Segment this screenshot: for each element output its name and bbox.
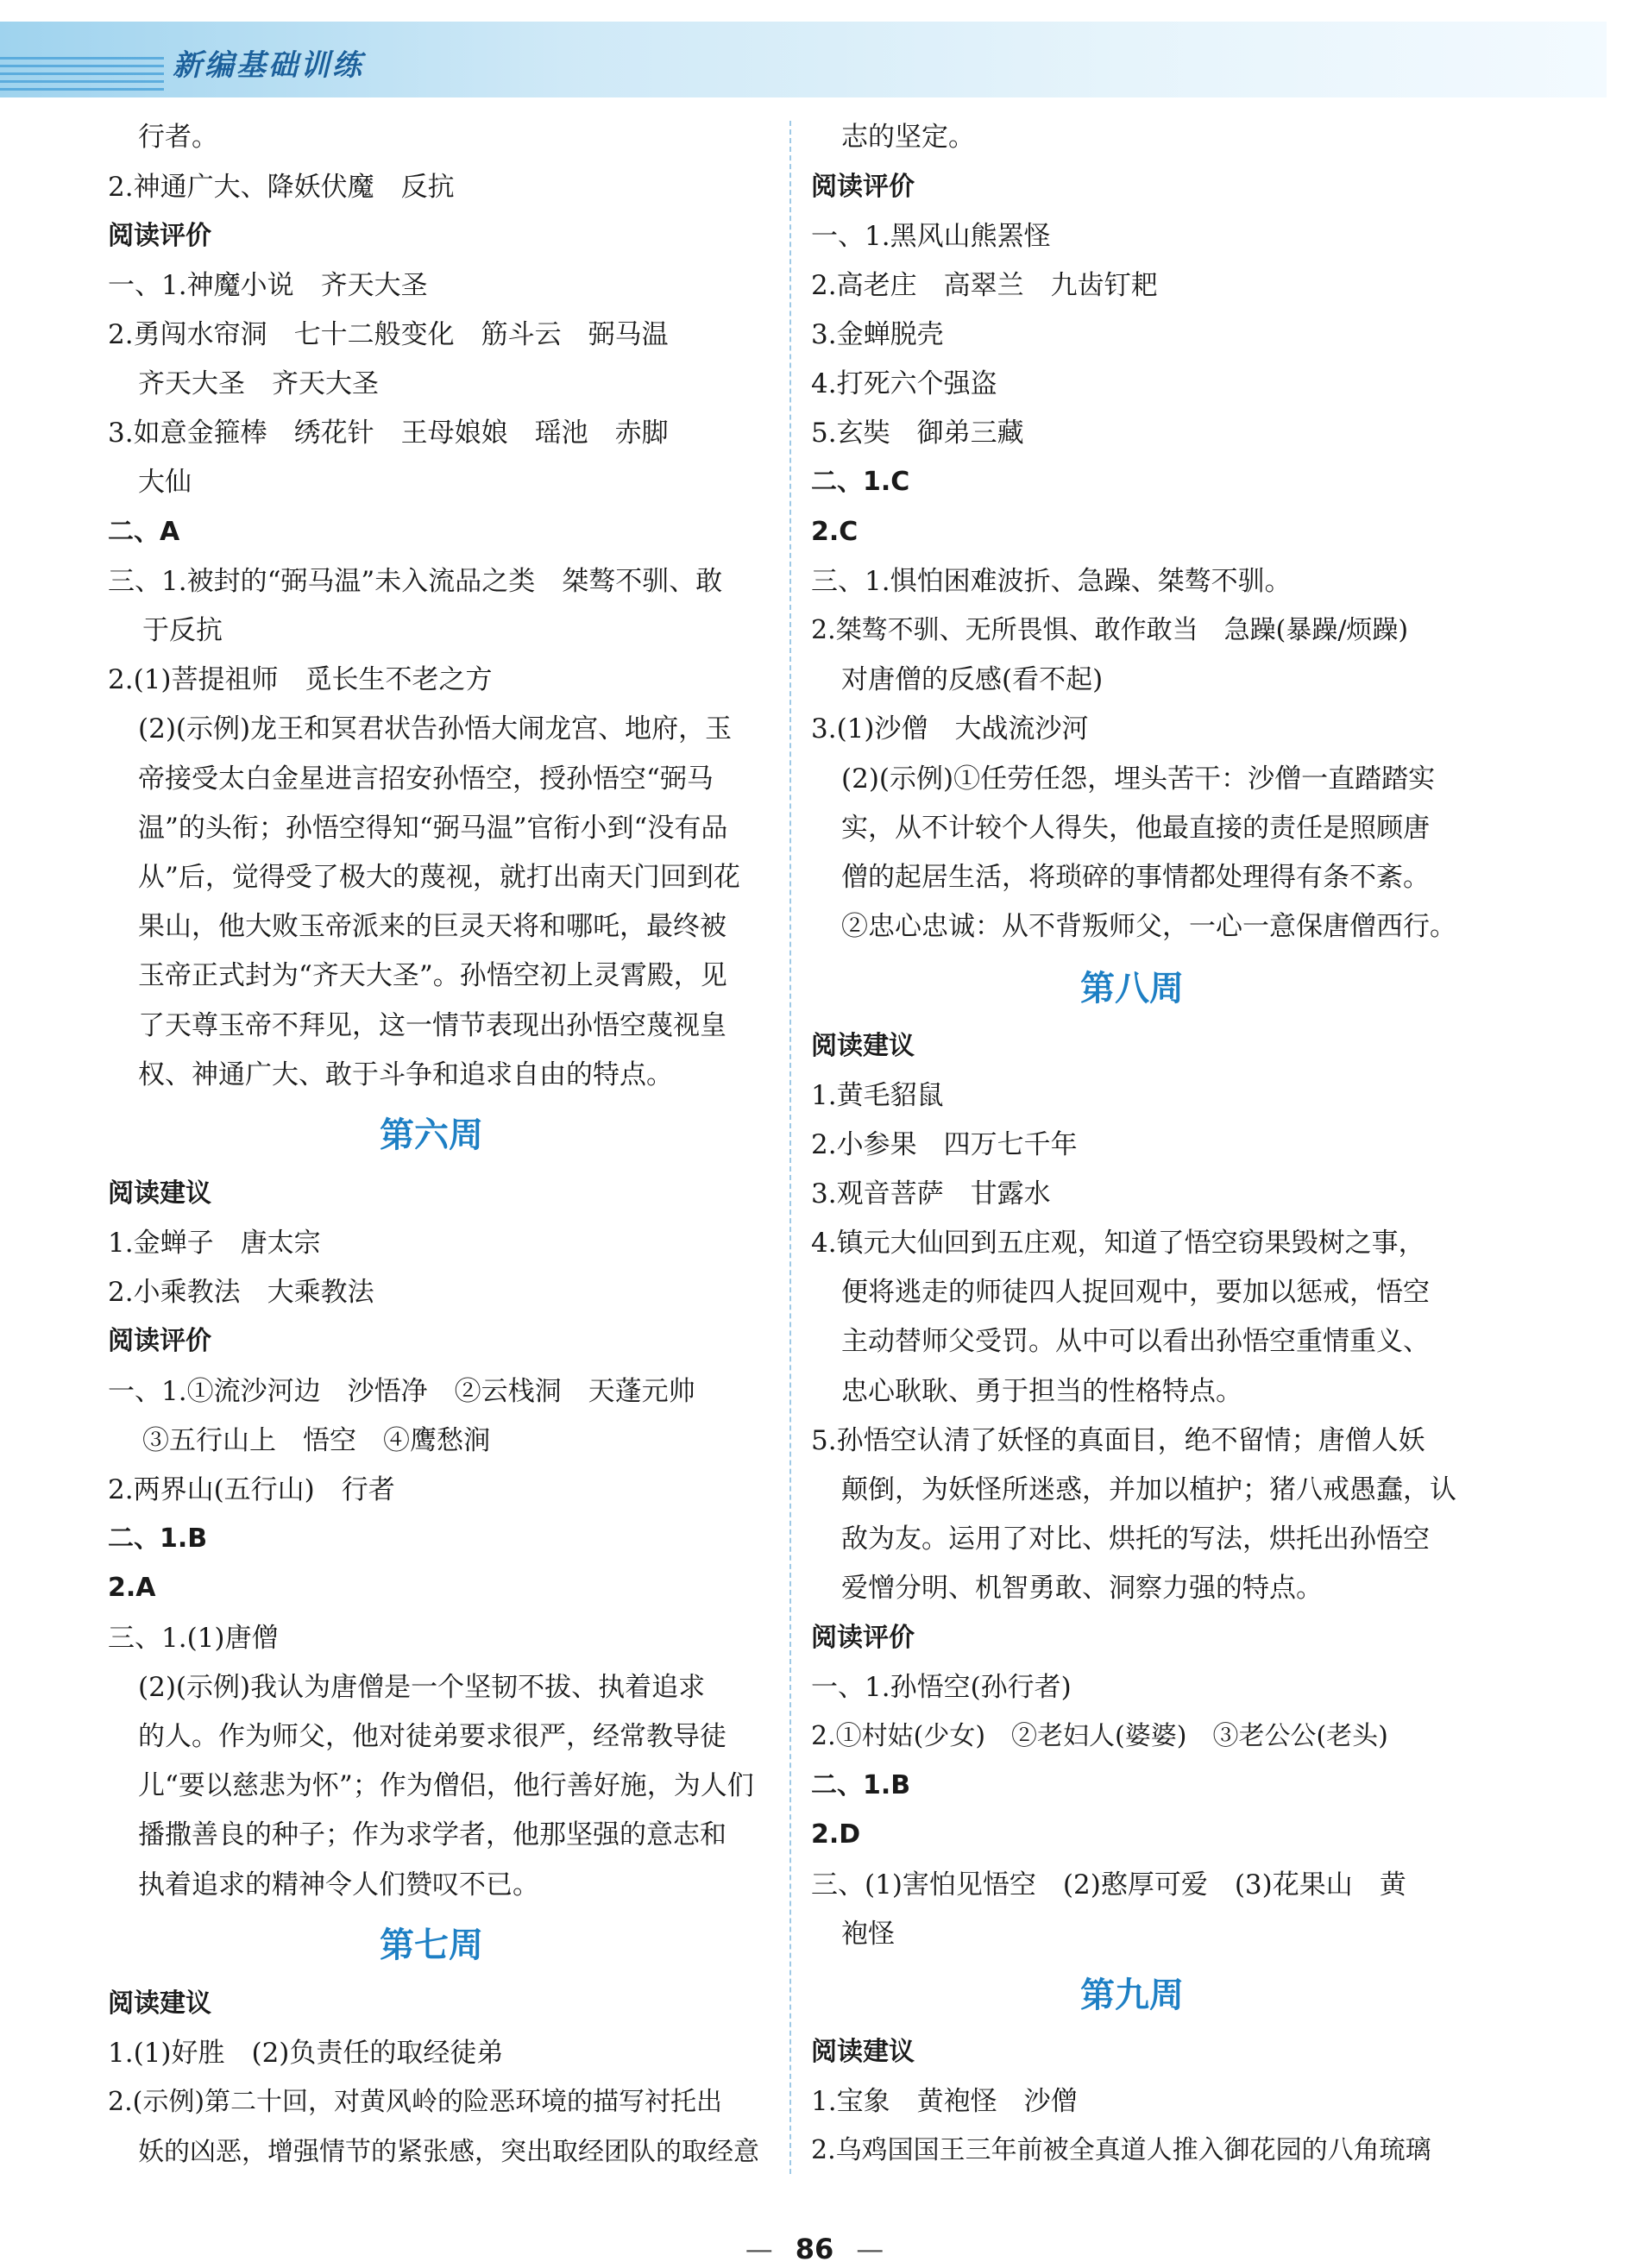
answer-line: 1.金蝉子 唐太宗	[108, 1228, 321, 1259]
answer-line: 袍怪	[841, 1919, 895, 1950]
footer-dash: —	[856, 2233, 884, 2265]
answer-line: 权、神通广大、敢于斗争和追求自由的特点。	[138, 1059, 673, 1090]
answer-line: 2.桀骜不驯、无所畏惧、敢作敢当 急躁(暴躁/烦躁)	[811, 615, 1409, 645]
answer-line: 忠心耿耿、勇于担当的性格特点。	[841, 1376, 1242, 1407]
answer-line: 主动替师父受罚。从中可以看出孙悟空重情重义、	[841, 1326, 1430, 1357]
answer-line: 对唐僧的反感(看不起)	[841, 664, 1104, 695]
answer-line: 2.C	[811, 517, 859, 547]
answer-line: 二、1.C	[811, 467, 910, 497]
answer-line: 2.D	[811, 1819, 861, 1850]
page-footer	[0, 2233, 1629, 2265]
answer-line: 2.神通广大、降妖伏魔 反抗	[108, 172, 455, 203]
answer-line: 1.宝象 黄袍怪 沙僧	[811, 2086, 1078, 2117]
section-heading: 阅读评价	[108, 1326, 211, 1356]
answer-line: 一、1.神魔小说 齐天大圣	[108, 270, 428, 301]
answer-line: 播撒善良的种子；作为求学者，他那坚强的意志和	[138, 1819, 726, 1850]
answer-line: 2.A	[108, 1573, 156, 1603]
answer-line: 从”后，觉得受了极大的蔑视，就打出南天门回到花	[138, 862, 740, 893]
answer-line: 2.勇闯水帘洞 七十二般变化 筋斗云 弼马温	[108, 319, 669, 350]
answer-line: 1.黄毛貂鼠	[811, 1080, 944, 1111]
week-heading: 第六周	[380, 1115, 483, 1155]
answer-line: 三、1.(1)唐僧	[108, 1623, 279, 1654]
answer-line: 二、1.B	[108, 1524, 208, 1554]
answer-line: 果山，他大败玉帝派来的巨灵天将和哪吒，最终被	[138, 911, 726, 942]
answer-line: 5.孙悟空认清了妖怪的真面目，绝不留情；唐僧人妖	[811, 1425, 1425, 1456]
answer-line: 5.玄奘 御弟三藏	[811, 418, 1024, 449]
page-number: 86	[795, 2233, 834, 2265]
answer-line: 三、(1)害怕见悟空 (2)憨厚可爱 (3)花果山 黄	[811, 1869, 1406, 1900]
answer-line: (2)(示例)我认为唐僧是一个坚韧不拔、执着追求	[138, 1672, 706, 1703]
answer-line: 一、1.①流沙河边 沙悟净 ②云栈洞 天蓬元帅	[108, 1376, 695, 1407]
answer-line: 2.小参果 四万七千年	[811, 1129, 1078, 1160]
week-heading: 第九周	[1080, 1975, 1184, 2015]
answer-line: 3.(1)沙僧 大战流沙河	[811, 713, 1089, 744]
answer-line: 三、1.被封的“弼马温”未入流品之类 桀骜不驯、敢	[108, 566, 723, 597]
answer-line: 执着追求的精神令人们赞叹不已。	[138, 1869, 539, 1900]
answer-line: 的人。作为师父，他对徒弟要求很严，经常教导徒	[138, 1721, 726, 1752]
answer-line: 4.镇元大仙回到五庄观，知道了悟空窃果毁树之事，	[811, 1228, 1425, 1259]
answer-line: 二、1.B	[811, 1770, 911, 1800]
answer-line: 2.乌鸡国国王三年前被全真道人推入御花园的八角琉璃	[811, 2135, 1431, 2165]
answer-line: ②忠心忠诚：从不背叛师父，一心一意保唐僧西行。	[841, 911, 1456, 942]
header-stripes	[0, 57, 164, 91]
answer-line: 妖的凶恶，增强情节的紧张感，突出取经团队的取经意	[138, 2137, 759, 2167]
answer-line: (2)(示例)龙王和冥君状告孙悟大闹龙宫、地府，玉	[138, 713, 733, 744]
answer-line: 一、1.孙悟空(孙行者)	[811, 1672, 1072, 1703]
section-heading: 阅读评价	[811, 172, 915, 202]
section-heading: 阅读建议	[108, 1178, 211, 1209]
answer-line: 温”的头衔；孙悟空得知“弼马温”官衔小到“没有品	[138, 813, 728, 844]
week-heading: 第八周	[1080, 968, 1184, 1008]
answer-line: 2.(示例)第二十回，对黄风岭的险恶环境的描写衬托出	[108, 2087, 723, 2117]
answer-line: 2.高老庄 高翠兰 九齿钉耙	[811, 270, 1158, 301]
answer-line: 行者。	[138, 122, 218, 153]
answer-line: 颠倒，为妖怪所迷惑，并加以植护；猪八戒愚蠢，认	[841, 1474, 1456, 1505]
answer-line: 三、1.惧怕困难波折、急躁、桀骜不驯。	[811, 566, 1292, 597]
answer-line: 齐天大圣 齐天大圣	[138, 368, 379, 399]
answer-line: 2.(1)菩提祖师 觅长生不老之方	[108, 664, 493, 695]
answer-line: 儿“要以慈悲为怀”；作为僧侣，他行善好施，为人们	[138, 1770, 754, 1801]
answer-line: 3.观音菩萨 甘露水	[811, 1178, 1051, 1209]
section-heading: 阅读评价	[108, 221, 211, 251]
section-heading: 阅读建议	[108, 1988, 211, 2019]
answer-line: 于反抗	[142, 615, 223, 646]
answer-line: 实，从不计较个人得失，他最直接的责任是照顾唐	[841, 813, 1430, 844]
answer-line: ③五行山上 悟空 ④鹰愁涧	[142, 1425, 490, 1456]
book-series-title: 新编基础训练	[173, 48, 364, 83]
answer-line: 敌为友。运用了对比、烘托的写法，烘托出孙悟空	[841, 1524, 1430, 1555]
week-heading: 第七周	[380, 1925, 483, 1965]
answer-line: 了天尊玉帝不拜见，这一情节表现出孙悟空蔑视皇	[138, 1010, 726, 1041]
answer-line: 大仙	[138, 467, 192, 498]
answer-line: 一、1.黑风山熊罴怪	[811, 221, 1051, 252]
answer-line: 二、A	[108, 517, 180, 547]
section-heading: 阅读建议	[811, 2037, 915, 2067]
answer-line: 便将逃走的师徒四人捉回观中，要加以惩戒，悟空	[841, 1277, 1430, 1308]
column-divider	[789, 121, 791, 2174]
answer-line: 4.打死六个强盗	[811, 368, 997, 399]
answer-line: 2.①村姑(少女) ②老妇人(婆婆) ③老公公(老头)	[811, 1721, 1388, 1751]
answer-line: 2.小乘教法 大乘教法	[108, 1277, 374, 1308]
answer-line: 3.金蝉脱壳	[811, 319, 944, 350]
answer-line: 爱憎分明、机智勇敢、洞察力强的特点。	[841, 1573, 1323, 1604]
section-heading: 阅读建议	[811, 1031, 915, 1061]
answer-line: 3.如意金箍棒 绣花针 王母娘娘 瑶池 赤脚	[108, 418, 669, 449]
answer-line: 僧的起居生活，将琐碎的事情都处理得有条不紊。	[841, 862, 1430, 893]
section-heading: 阅读评价	[811, 1623, 915, 1653]
answer-line: (2)(示例)①任劳任怨，埋头苦干：沙僧一直踏踏实	[841, 763, 1436, 795]
footer-dash: —	[745, 2233, 773, 2265]
answer-line: 2.两界山(五行山) 行者	[108, 1474, 395, 1505]
answer-line: 志的坚定。	[841, 122, 975, 153]
answer-line: 帝接受太白金星进言招安孙悟空，授孙悟空“弼马	[138, 763, 714, 795]
answer-line: 玉帝正式封为“齐天大圣”。孙悟空初上灵霄殿，见	[138, 960, 727, 991]
answer-line: 1.(1)好胜 (2)负责任的取经徒弟	[108, 2038, 504, 2069]
